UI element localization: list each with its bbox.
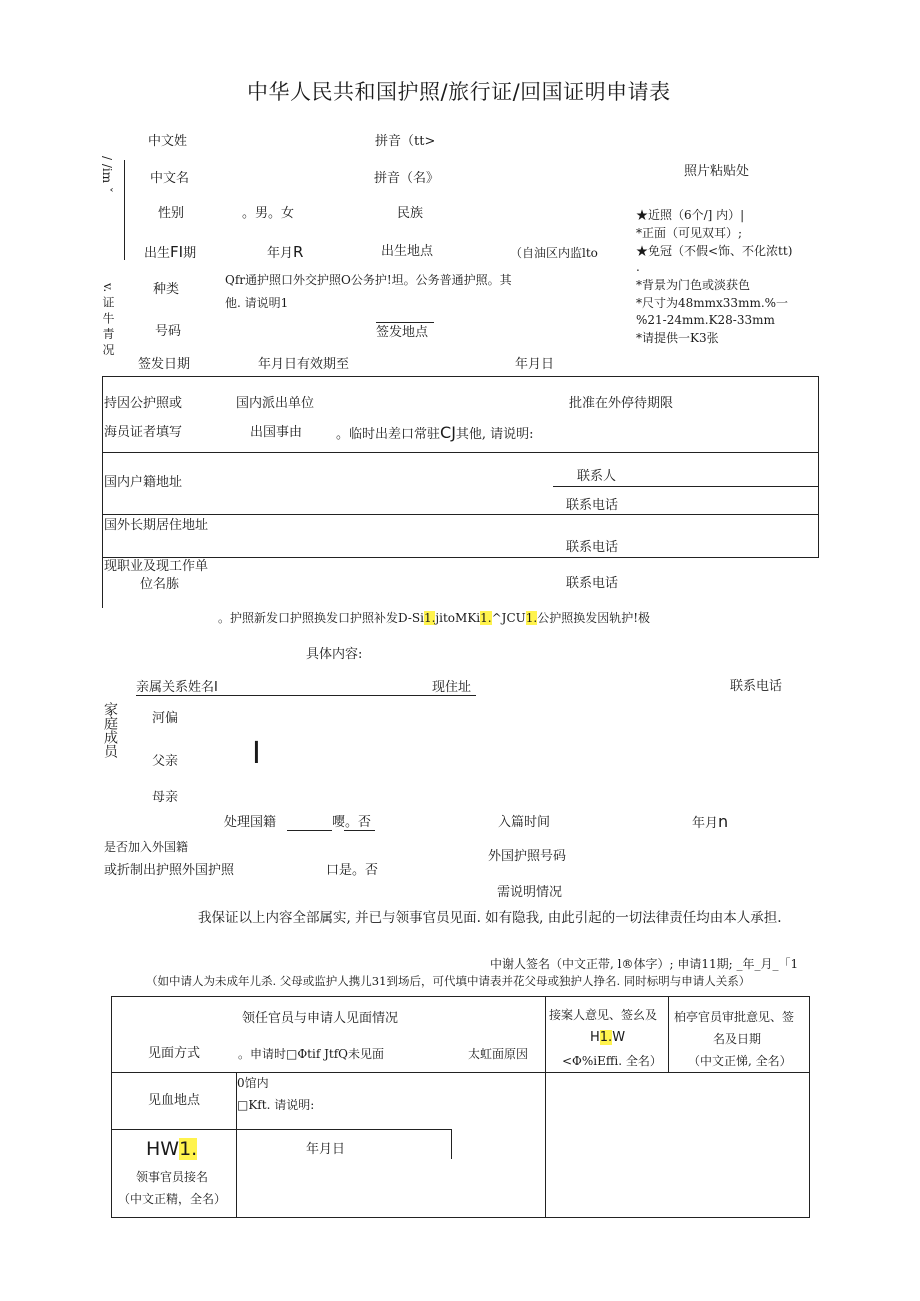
- approver-label: 名及日期: [713, 1032, 762, 1046]
- mother-row-label: 母亲: [152, 790, 179, 805]
- row-divider: [102, 514, 818, 515]
- personal-section-label: / /im ˇ: [100, 156, 114, 193]
- validity-text: 年月日有效期至: [258, 357, 350, 372]
- photo-note: *尺寸为48mmx33mm.%一: [636, 296, 789, 310]
- phone-label: 联系电话: [566, 540, 619, 555]
- passport-type-other[interactable]: 他. 请说明1: [225, 296, 289, 310]
- birth-date-label: 出生FI期: [144, 243, 197, 261]
- validity-end: 年月日: [515, 357, 555, 372]
- reviewer-code: H1.W: [590, 1030, 626, 1045]
- header-underline: [136, 695, 476, 696]
- row-divider: [111, 1129, 451, 1130]
- reviewer-note: <Φ%iEffi. 全名）: [562, 1054, 662, 1068]
- handled-nationality-label: 处理国籍: [224, 815, 277, 830]
- option-underline: [344, 830, 375, 831]
- exit-reason-label: 出国事由: [250, 425, 303, 440]
- domestic-address-label: 国内户籍地址: [104, 475, 183, 490]
- approver-note: （中文正悌, 全名）: [688, 1054, 792, 1068]
- row-divider: [102, 452, 818, 453]
- gender-options[interactable]: 。男。女: [242, 206, 295, 221]
- address-header: 现住址: [432, 680, 472, 695]
- father-row-label: 父亲: [152, 754, 179, 769]
- foreign-nationality-options[interactable]: 口是。否: [326, 863, 379, 878]
- birth-place-value[interactable]: （自油区内监lto: [510, 246, 598, 260]
- photo-note: .: [636, 260, 640, 274]
- photo-title: 照片粘贴处: [684, 164, 750, 179]
- column-divider: [236, 1072, 237, 1217]
- row-divider: [553, 486, 818, 487]
- officer-signature-label: 领事官员接名: [136, 1170, 209, 1184]
- row-divider: [102, 557, 818, 558]
- meeting-place-option[interactable]: 0馆内: [237, 1076, 269, 1090]
- officer-signature-note: （中文正精，全名）: [118, 1192, 227, 1206]
- cell-divider: [451, 1129, 452, 1159]
- table-right-border: [818, 376, 819, 558]
- declaration-statement: 我保证以上内容全部属实, 并已与领事官员见面. 如有隐我, 由此引起的一切法律责任均由本人承担.: [198, 910, 782, 926]
- minor-note: （如中请人为未成年儿杀. 父母或监护人携儿31到场后，可代填中请表并花父母或独护人挣名. 同时标明与申请人关系）: [146, 974, 751, 988]
- officer-date-label: 年月日: [306, 1142, 346, 1157]
- contact-person-label: 联系人: [577, 469, 617, 484]
- foreign-nationality-label: 是否加入外国籍: [104, 840, 189, 854]
- birth-place-label: 出生地点: [381, 244, 434, 259]
- photo-note: *背景为门色或淡获色: [636, 278, 751, 292]
- details-label: 具体内容:: [306, 647, 363, 662]
- foreign-address-label: 国外长期居住地址: [104, 518, 209, 533]
- handled-nationality-options[interactable]: 嘤。否: [332, 815, 372, 830]
- meeting-place-label: 见血地点: [148, 1093, 201, 1108]
- ethnicity-label: 民族: [397, 206, 424, 221]
- pinyin-surname-label: 拼音（tt>: [375, 134, 436, 149]
- meeting-method-label: 见面方式: [148, 1046, 201, 1061]
- entry-time-value[interactable]: 年月n: [692, 812, 729, 831]
- phone-header: 联系电话: [730, 679, 783, 694]
- interview-table: [111, 996, 810, 1218]
- page-title: 中华人民共和国护照/旅行证/回国证明申请表: [247, 80, 671, 104]
- dispatch-unit-label: 国内派出单位: [236, 396, 315, 411]
- gender-label: 性别: [158, 206, 185, 221]
- issue-place-label: 签发地点: [376, 325, 429, 340]
- interview-header: 领任官员与申请人见面情况: [242, 1011, 399, 1026]
- approver-label: 柏亭官员审批意见、签: [674, 1010, 795, 1024]
- photo-note: *请提供一K3张: [636, 331, 719, 345]
- pinyin-given-label: 拼音（名》: [374, 171, 440, 186]
- blank-underline: [287, 830, 332, 831]
- foreign-passport-number-label: 外国护照号码: [488, 849, 567, 864]
- reviewer-label: 接案人意见、签幺及: [549, 1008, 658, 1022]
- issue-date-label: 签发日期: [138, 357, 191, 372]
- row-divider: [111, 1072, 809, 1073]
- exit-reason-options[interactable]: 。临时出差口常驻CJ其他, 请说明:: [336, 423, 534, 442]
- phone-label: 联系电话: [566, 498, 619, 513]
- official-holder-label: 海员证者填写: [104, 425, 183, 440]
- job-label: 现职业及现工作单: [104, 559, 209, 574]
- passport-number-label: 号码: [155, 324, 182, 339]
- meeting-place-option[interactable]: □Kft. 请说明:: [237, 1098, 315, 1112]
- photo-note: *正面（可见双耳）;: [636, 226, 743, 240]
- no-meeting-reason-label: 太虹面原因: [468, 1047, 529, 1061]
- family-section-label: 家庭成员: [102, 702, 118, 758]
- job-label: 位名胨: [140, 577, 180, 592]
- photo-note: ★免冠（不假<饰、不化浓tt): [636, 244, 793, 258]
- photo-note: %21-24mm.K28-33mm: [636, 313, 775, 327]
- table-top-border: [102, 376, 818, 377]
- relation-header: 亲属关系姓名I: [136, 680, 218, 695]
- spouse-row-label: 河偏: [152, 711, 179, 726]
- stay-period-label: 批准在外停待期限: [569, 396, 674, 411]
- given-name-label: 中文名: [150, 171, 190, 186]
- passport-section-label: v. 证 牛 青 况: [101, 283, 115, 356]
- birth-date-value[interactable]: 年月R: [267, 243, 304, 261]
- father-row-mark: I: [252, 736, 261, 771]
- table-left-border: [102, 376, 103, 608]
- explain-label: 需说明情况: [497, 885, 563, 900]
- application-type-options[interactable]: 。护照新发口护照换发口护照补发D-Si1.jitoMKi1.^JCU1.公护照换发因轨护!极: [218, 611, 651, 625]
- photo-note: ★近照（6个/] 内）|: [636, 208, 745, 222]
- signature-line[interactable]: 中谢人签名（中文正带, l®体字）; 申请11期; _年_月_「1: [490, 957, 799, 971]
- foreign-passport-label: 或折制出护照外国护照: [104, 863, 235, 878]
- surname-label: 中文姓: [148, 134, 188, 149]
- underline: [376, 322, 434, 323]
- phone-label: 联系电话: [566, 576, 619, 591]
- column-divider: [545, 996, 546, 1217]
- column-divider: [668, 996, 669, 1072]
- meeting-method-options[interactable]: 。申请时□Φtif JtfQ未见面: [238, 1047, 385, 1061]
- officer-code: HW1.: [146, 1138, 198, 1160]
- entry-time-label: 入篇时间: [498, 815, 551, 830]
- passport-type-label: 种类: [153, 282, 180, 297]
- passport-type-options[interactable]: Qfr通护照口外交护照O公务护!坦。公务普通护照。其: [225, 273, 512, 287]
- section-divider: [124, 160, 125, 260]
- official-holder-label: 持因公护照或: [104, 396, 183, 411]
